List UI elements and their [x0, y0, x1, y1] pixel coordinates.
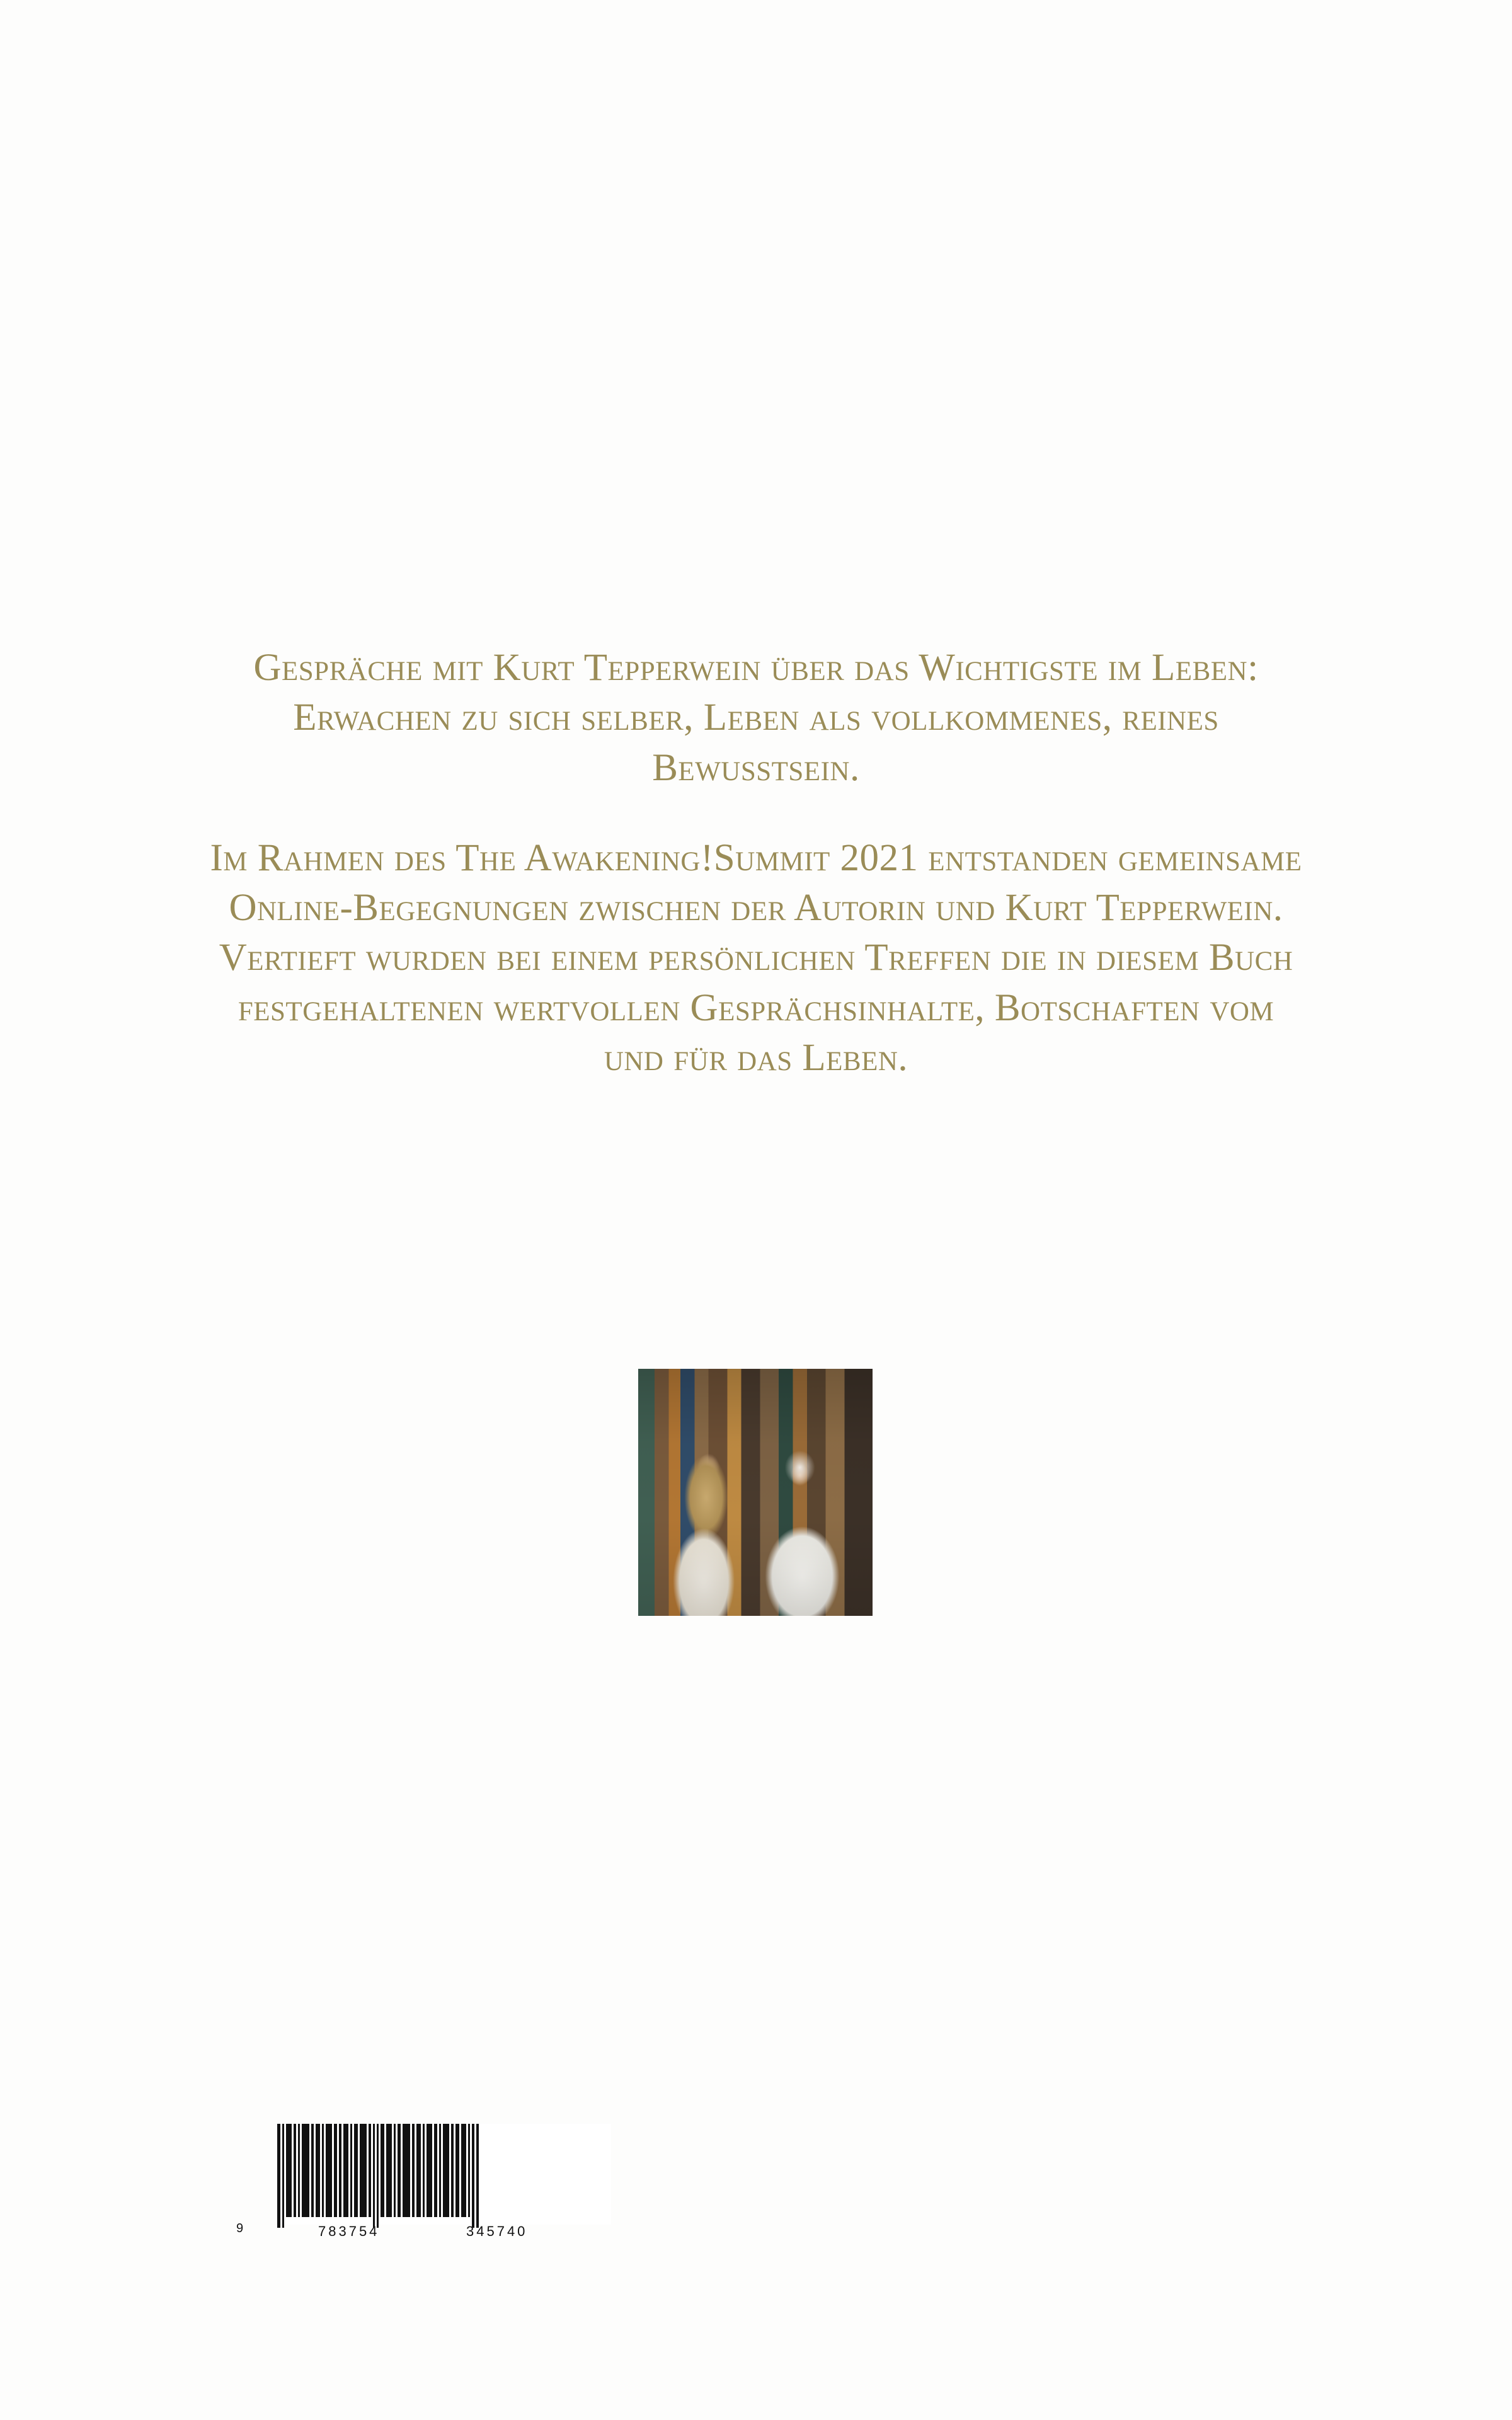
author-photo — [638, 1369, 873, 1616]
blurb-paragraph-1: Gespräche mit Kurt Tepperwein über das Wichtigste im Leben: Erwachen zu sich selber, Leben als vollkommenes, reines Bewusstsein. — [253, 647, 1259, 789]
barcode-digits-group-2: 345740 — [466, 2223, 528, 2239]
barcode-lead-digit: 9 — [236, 2221, 244, 2235]
barcode — [224, 2124, 614, 2256]
barcode-bars — [277, 2124, 611, 2225]
barcode-digits-group-1: 783754 — [318, 2223, 380, 2239]
author-photo-vignette — [638, 1369, 873, 1616]
blurb-text — [208, 643, 1304, 1083]
blurb-paragraph-2: Im Rahmen des The Awakening!Summit 2021 entstanden gemeinsame Online-Begegnungen zwischen der Autorin und Kurt Tepperwein. Vertieft wurden bei einem persönlichen Treffen die in diesem Buch festgehaltenen wertvollen Gesprächsinhalte, Botschaften vom und für das Leben. — [210, 836, 1302, 1080]
